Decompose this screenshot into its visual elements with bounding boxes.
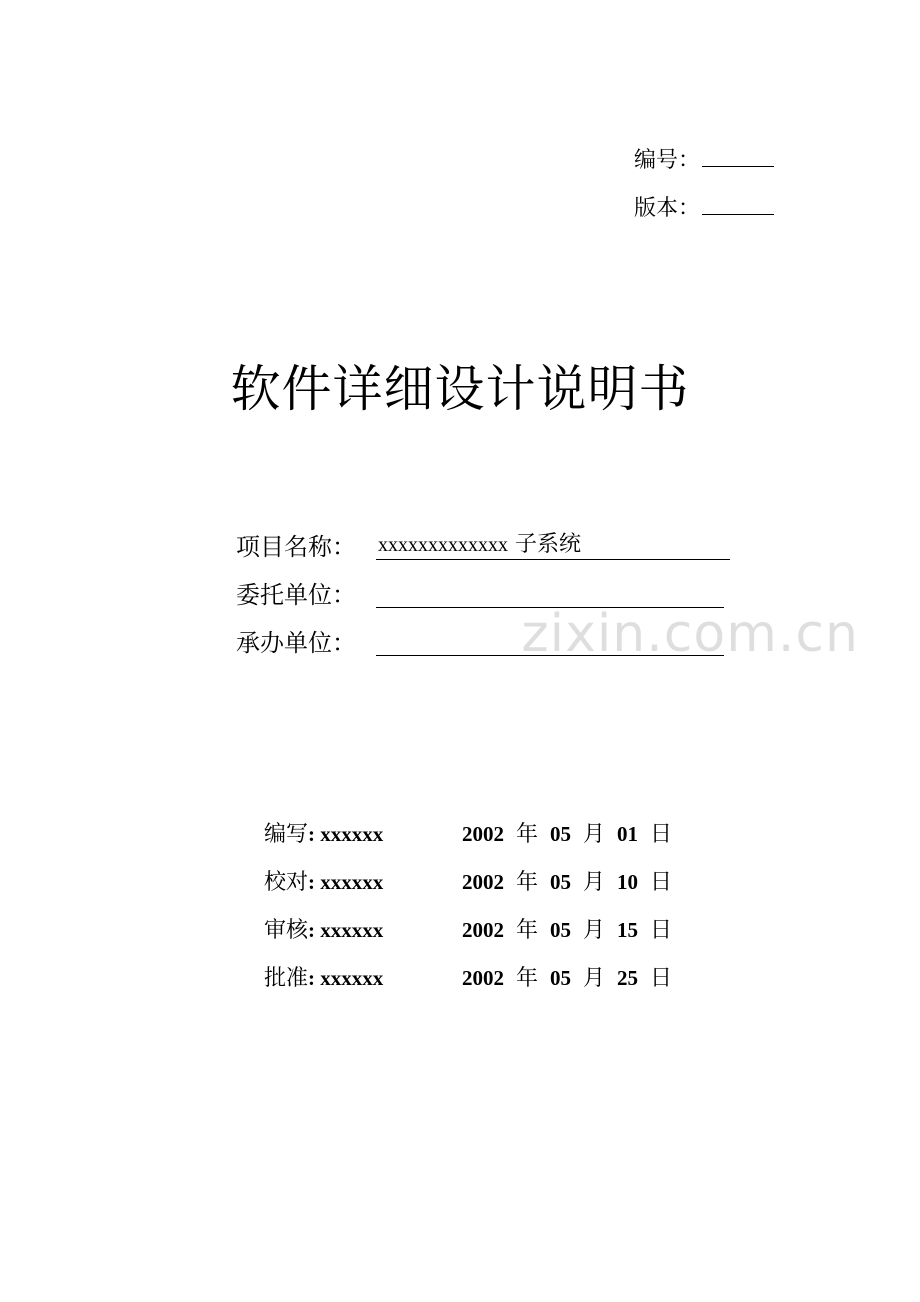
document-version-blank [702, 192, 774, 215]
document-number-line [634, 144, 774, 176]
project-name-code: xxxxxxxxxxxxx [378, 534, 508, 556]
signoff-row-proofread: 校对: xxxxxx 2002 年 05 月 10 日 [264, 866, 383, 899]
signoff-role: 校对 [264, 870, 309, 895]
contractor-unit-label: 承办单位： [236, 629, 356, 657]
project-name-field [376, 531, 730, 560]
project-name-suffix: 子系统 [508, 532, 581, 557]
signoff-date: 2002 年 05 月 25 日 [462, 966, 673, 991]
signoff-date: 2002 年 05 月 10 日 [462, 870, 673, 895]
client-unit-row [236, 578, 376, 612]
signoff-role: 编写 [264, 822, 309, 847]
contractor-unit-row [236, 626, 376, 660]
signoff-role: 审核 [264, 918, 309, 943]
project-name-value [378, 531, 581, 559]
signoff-role: 批准 [264, 966, 309, 991]
signoff-row-author: 编写: xxxxxx 2002 年 05 月 01 日 [264, 818, 383, 851]
signoff-name: xxxxxx [320, 822, 384, 846]
client-unit-label: 委托单位： [236, 581, 356, 609]
document-version-label: 版本： [634, 196, 701, 221]
signoff-row-review: 审核: xxxxxx 2002 年 05 月 15 日 [264, 914, 383, 947]
signoff-name: xxxxxx [320, 966, 384, 990]
watermark [378, 604, 859, 664]
document-title: 软件详细设计说明书 [230, 360, 690, 418]
document-version-line [634, 192, 774, 224]
signoff-date: 2002 年 05 月 15 日 [462, 918, 673, 943]
document-number-blank [702, 144, 774, 167]
project-name-label: 项目名称： [236, 533, 356, 561]
project-name-row [236, 530, 581, 564]
document-number-label: 编号： [634, 148, 701, 173]
signoff-name: xxxxxx [320, 870, 384, 894]
signoff-date: 2002 年 05 月 01 日 [462, 822, 673, 847]
signoff-name: xxxxxx [320, 918, 384, 942]
signoff-row-approve: 批准: xxxxxx 2002 年 05 月 25 日 [264, 962, 383, 995]
watermark-text: zixin.com.cn [521, 604, 859, 664]
